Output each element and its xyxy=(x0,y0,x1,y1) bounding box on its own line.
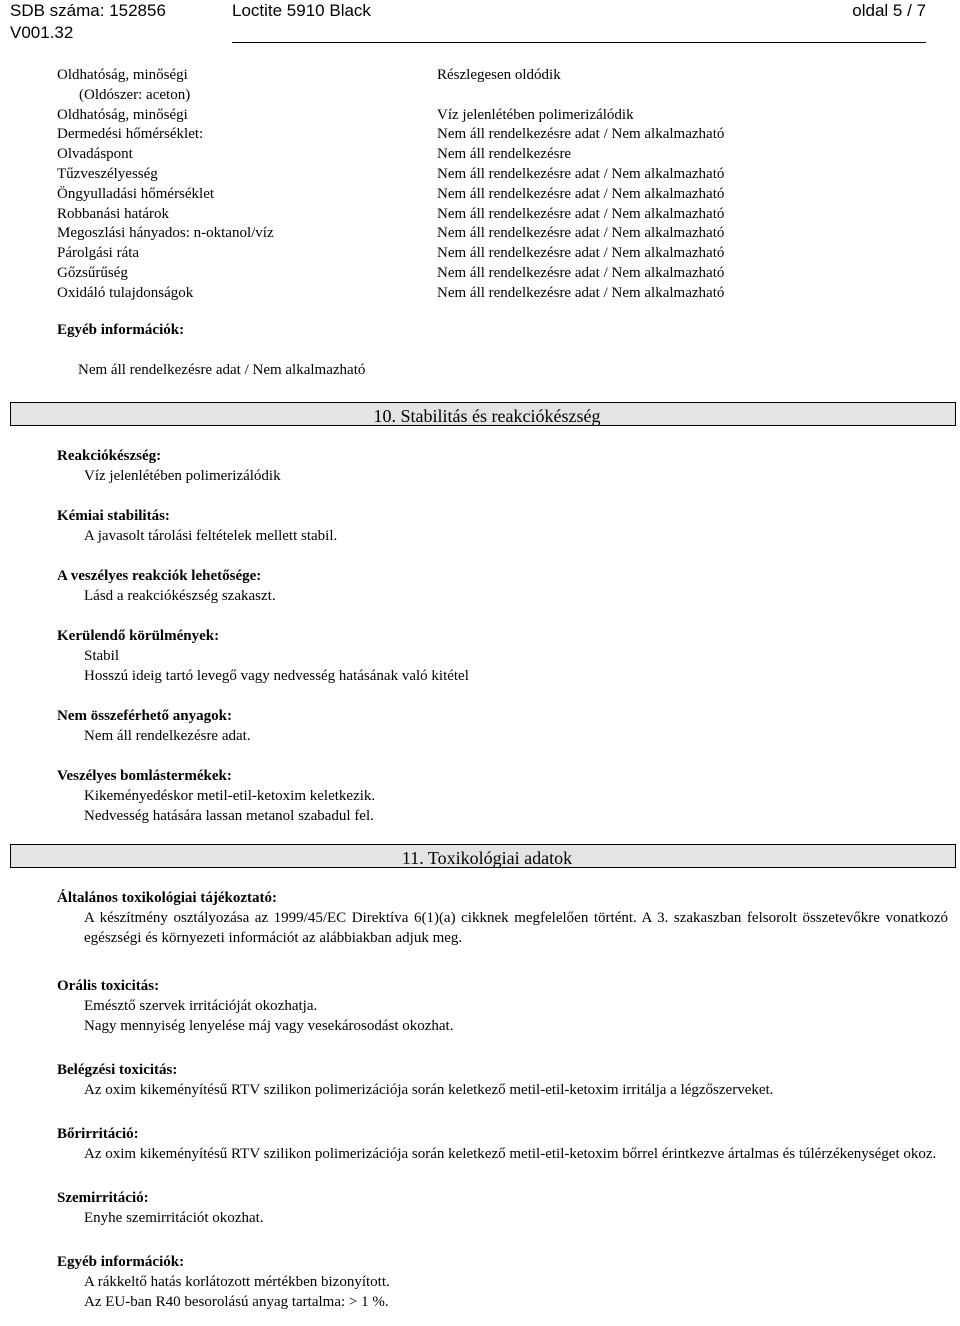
incompatible-materials-heading: Nem összeférhető anyagok: xyxy=(57,708,232,724)
other-toxicology-text: Az EU-ban R40 besorolású anyag tartalma: > 1 %. xyxy=(84,1294,389,1310)
skin-irritation-heading: Bőrirritáció: xyxy=(57,1126,139,1142)
property-label: Oldhatóság, minőségi xyxy=(57,67,188,83)
property-label: Oldhatóság, minőségi xyxy=(57,106,188,123)
property-row xyxy=(57,165,937,185)
eye-irritation-heading: Szemirritáció: xyxy=(57,1190,149,1206)
property-value: Nem áll rendelkezésre adat / Nem alkalmazható xyxy=(437,264,725,281)
property-value: Nem áll rendelkezésre adat / Nem alkalmazható xyxy=(437,284,725,301)
conditions-to-avoid-text: Stabil xyxy=(84,648,120,664)
product-name: Loctite 5910 Black xyxy=(232,1,371,20)
property-row xyxy=(57,244,937,264)
property-value: Nem áll rendelkezésre adat / Nem alkalmazható xyxy=(437,165,725,182)
property-value: Részlegesen oldódik xyxy=(437,67,561,83)
oral-toxicity-text: Nagy mennyiség lenyelése máj vagy vesekárosodást okozhat. xyxy=(84,1018,454,1034)
property-value: Nem áll rendelkezésre adat / Nem alkalmazható xyxy=(437,225,725,242)
section-10-content xyxy=(57,446,948,826)
hazardous-reactions-heading: A veszélyes reakciók lehetősége: xyxy=(57,568,262,584)
sdb-number: SDB száma: 152856 xyxy=(10,1,166,20)
property-row xyxy=(57,106,937,126)
header-divider xyxy=(232,42,926,43)
decomposition-products-heading: Veszélyes bomlástermékek: xyxy=(57,768,232,784)
properties-table xyxy=(57,66,937,304)
chemical-stability-text: A javasolt tárolási feltételek mellett stabil. xyxy=(84,528,338,544)
conditions-to-avoid-text: Hosszú ideig tartó levegő vagy nedvesség hatásának való kitétel xyxy=(84,668,469,684)
property-row xyxy=(57,205,937,225)
section-10-title: 10. Stabilitás és reakciókészség xyxy=(373,406,601,426)
oral-toxicity-heading: Orális toxicitás: xyxy=(57,978,160,994)
other-info-section xyxy=(57,320,948,380)
inhalation-toxicity-heading: Belégzési toxicitás: xyxy=(57,1062,178,1078)
property-value: Nem áll rendelkezésre adat / Nem alkalmazható xyxy=(437,205,725,222)
eye-irritation-text: Enyhe szemirritációt okozhat. xyxy=(84,1210,264,1226)
property-row xyxy=(57,284,937,304)
other-info-text: Nem áll rendelkezésre adat / Nem alkalmazható xyxy=(78,362,366,378)
conditions-to-avoid-heading: Kerülendő körülmények: xyxy=(57,628,220,644)
property-row xyxy=(57,185,937,205)
property-row xyxy=(57,125,937,145)
skin-irritation-text: Az oxim kikeményítésű RTV szilikon polimerizációja során keletkező metil-etil-ketoxim bőrrel érintkezve ártalmas és túlérzékenységet okoz. xyxy=(84,1146,937,1162)
property-label: Párolgási ráta xyxy=(57,245,140,262)
property-row xyxy=(57,264,937,284)
page-number: oldal 5 / 7 xyxy=(852,1,926,20)
chemical-stability-heading: Kémiai stabilitás: xyxy=(57,508,170,524)
general-toxicology-text: A készítmény osztályozása az 1999/45/EC Direktíva 6(1)(a) cikknek megfelelően történt. A 3. szakaszban felsorolt összetevőkre vonatkozó egészségi és környezeti információt az alábbiakban adjuk meg. xyxy=(84,910,948,946)
property-label: Dermedési hőmérséklet: xyxy=(57,126,204,143)
reactivity-text: Víz jelenlétében polimerizálódik xyxy=(84,468,281,484)
hazardous-reactions-text: Lásd a reakciókészség szakaszt. xyxy=(84,588,276,604)
property-value: Víz jelenlétében polimerizálódik xyxy=(437,106,634,123)
decomposition-products-text: Nedvesség hatására lassan metanol szabadul fel. xyxy=(84,808,374,824)
section-11-title: 11. Toxikológiai adatok xyxy=(401,848,573,868)
property-row xyxy=(57,224,937,244)
property-label: Oxidáló tulajdonságok xyxy=(57,284,194,301)
decomposition-products-text: Kikeményedéskor metil-etil-ketoxim keletkezik. xyxy=(84,788,376,804)
inhalation-toxicity-text: Az oxim kikeményítésű RTV szilikon polimerizációja során keletkező metil-etil-ketoxim irritálja a légzőszerveket. xyxy=(84,1082,774,1098)
general-toxicology-heading: Általános toxikológiai tájékoztató: xyxy=(57,890,277,906)
property-label: Gőzsűrűség xyxy=(57,264,128,281)
other-toxicology-text: A rákkeltő hatás korlátozott mértékben bizonyított. xyxy=(84,1274,390,1290)
property-value: Nem áll rendelkezésre adat / Nem alkalmazható xyxy=(437,126,725,143)
oral-toxicity-text: Emésztő szervek irritációját okozhatja. xyxy=(84,998,318,1014)
document-id xyxy=(10,0,166,44)
version-number: V001.32 xyxy=(10,23,74,42)
property-value: Nem áll rendelkezésre xyxy=(437,146,572,163)
property-value xyxy=(437,86,937,106)
property-label: Tűzveszélyesség xyxy=(57,165,158,182)
property-row xyxy=(57,66,937,86)
reactivity-heading: Reakciókészség: xyxy=(57,448,162,464)
other-toxicology-heading: Egyéb információk: xyxy=(57,1254,185,1270)
property-label: Robbanási határok xyxy=(57,205,170,222)
property-value: Nem áll rendelkezésre adat / Nem alkalmazható xyxy=(437,185,725,202)
property-value: Nem áll rendelkezésre adat / Nem alkalmazható xyxy=(437,245,725,262)
section-10-header xyxy=(10,402,956,426)
section-11-content xyxy=(57,888,948,1312)
property-row xyxy=(57,86,937,106)
property-label: Megoszlási hányados: n-oktanol/víz xyxy=(57,225,274,242)
property-label: Olvadáspont xyxy=(57,146,133,163)
property-label: (Oldószer: aceton) xyxy=(79,86,191,103)
section-11-header xyxy=(10,844,956,868)
incompatible-materials-text: Nem áll rendelkezésre adat. xyxy=(84,728,251,744)
property-label: Öngyulladási hőmérséklet xyxy=(57,185,215,202)
property-row xyxy=(57,145,937,165)
other-info-heading: Egyéb információk: xyxy=(57,322,185,338)
